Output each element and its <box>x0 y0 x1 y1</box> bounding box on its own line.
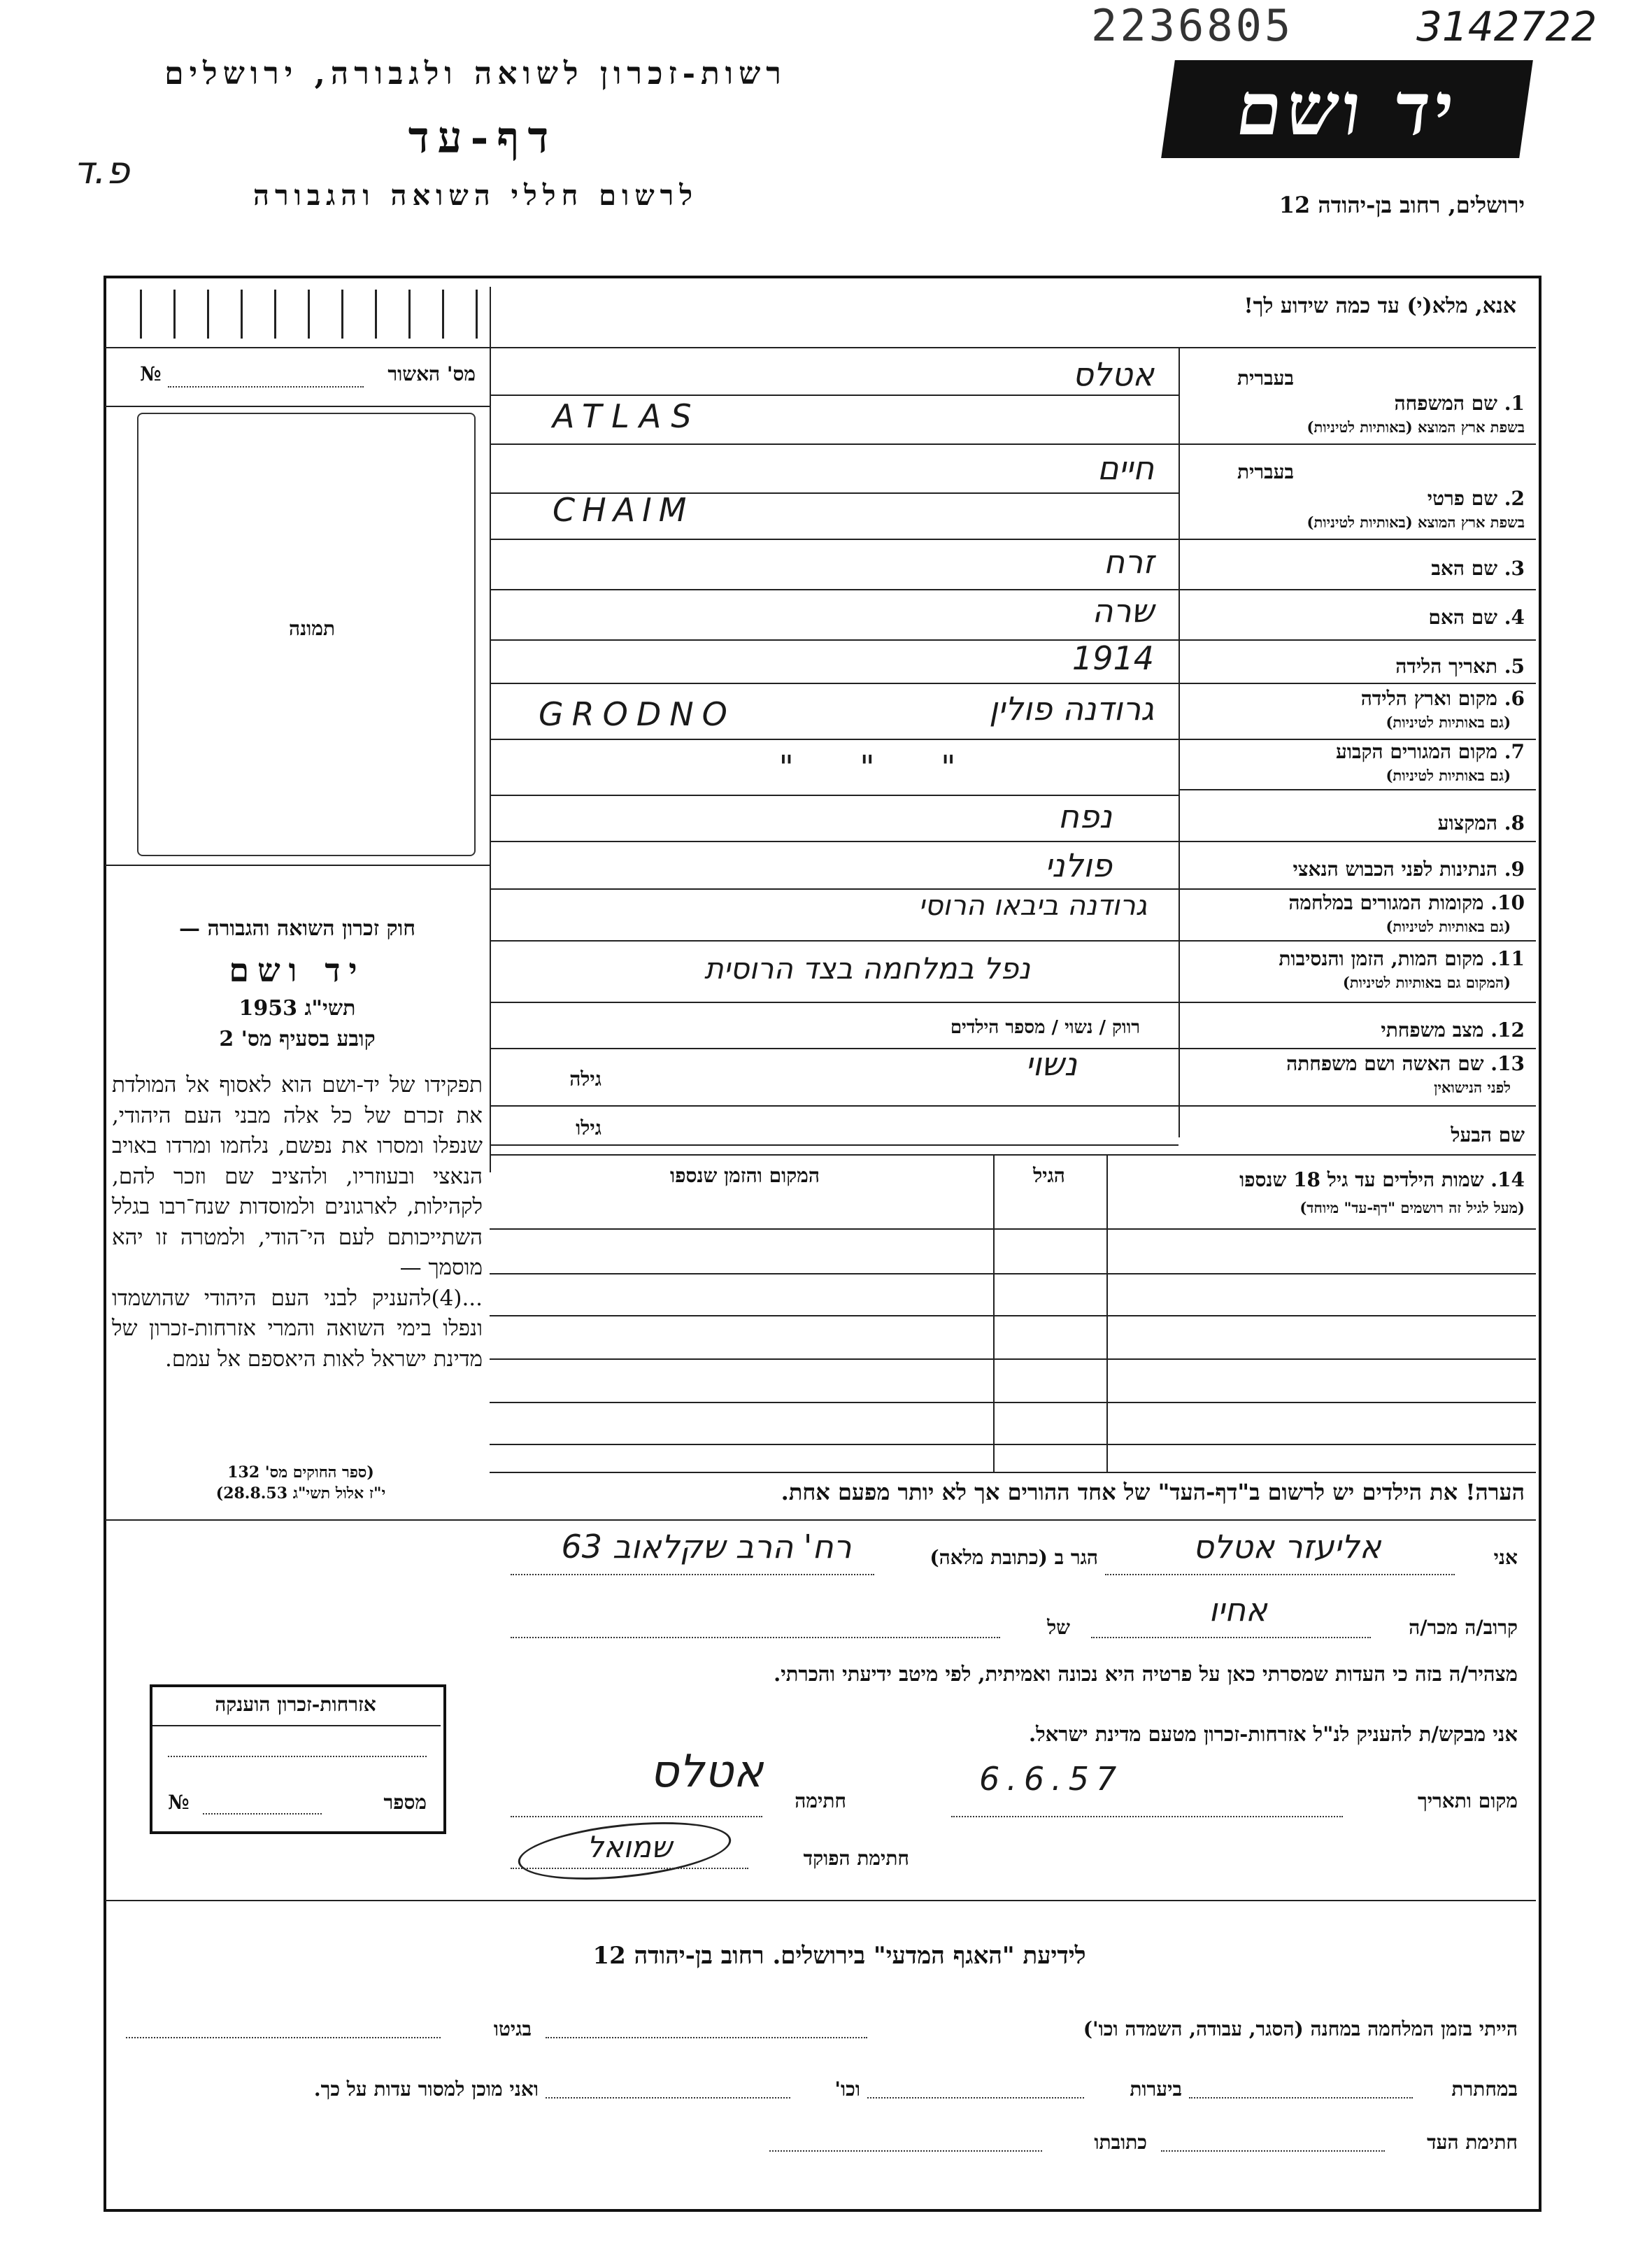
field-7-label: 7. מקום המגורים הקבוע <box>1336 740 1525 763</box>
photo-label: תמונה <box>288 617 336 640</box>
declarant-name: אליעזר אטלס <box>1192 1528 1381 1565</box>
children-place-header: המקום והזמן שנספו <box>670 1164 820 1187</box>
children-label: 14. שמות הילדים עד גיל 18 שנספו <box>1239 1168 1525 1191</box>
declaration-text: מצהיר/ה בזה כי העדות שמסרתי כאן על פרטיה היא נכונה ואמיתית, לפי מיטב ידיעתי והכרתי. <box>774 1662 1518 1686</box>
margin-mark: פ.ד <box>73 148 130 192</box>
note-text: הערה! את הילדים יש לרשום ב"דף-העד" של אחד ההורים אך לא יותר מפעם אחת. <box>781 1479 1525 1505</box>
field-11-label: 11. מקום המות, הזמן והנסיבות <box>1279 947 1525 970</box>
resides-label: הגר ב (כתובת מלאה) <box>930 1546 1098 1569</box>
law-year: תשי"ג 1953 <box>238 996 356 1021</box>
field-9-value: פולני <box>1044 846 1112 884</box>
field-7-sub: (גם באותיות לטיניות) <box>1386 767 1511 784</box>
form-subtitle: לרשום חללי השואה והגבורה <box>252 179 699 212</box>
photo-ticks <box>140 290 490 339</box>
footer-line2-a: במחתרת <box>1451 2078 1518 2101</box>
field-2-sub: בשפת ארץ המוצא (באותיות לטיניות) <box>1306 513 1525 531</box>
field-2-value-lat: CHAIM <box>553 491 694 529</box>
field-1-sub: בשפת ארץ המוצא (באותיות לטיניות) <box>1306 418 1525 436</box>
signature-value: אטלס <box>649 1746 764 1798</box>
relation-value: אחיו <box>1209 1591 1267 1628</box>
citizenship-no: № <box>168 1791 190 1814</box>
footer-line2-b: ביערות <box>1130 2078 1182 2101</box>
footer-line2-d: ואני מוכן למסור עדות על כך. <box>313 2078 539 2101</box>
address: ירושלים, רחוב בן-יהודה 12 <box>1279 192 1525 218</box>
request-text: אני מבקש/ת להעניק לנ"ל אזרחות-זכרון מטעם מדינת ישראל. <box>1028 1722 1518 1746</box>
place-date-label: מקום ותאריך <box>1417 1789 1518 1812</box>
field-11-value: נפל במלחמה בצד הרוסית <box>704 951 1031 986</box>
logo <box>1161 60 1533 158</box>
form-title: דף-עד <box>408 112 557 163</box>
field-8-label: 8. המקצוע <box>1437 811 1525 835</box>
signature-label: חתימה <box>795 1789 846 1812</box>
date-value: 6.6.57 <box>979 1760 1124 1798</box>
law-name: יד ושם <box>229 951 366 989</box>
husband-age-label: גילו <box>576 1116 601 1139</box>
field-6-sub: (גם באותיות לטיניות) <box>1386 713 1511 731</box>
field-2-label: 2. שם פרטי <box>1427 487 1525 510</box>
relative-label: קרוב/ה מכר/ה <box>1409 1616 1518 1639</box>
stamp-number: 2236805 <box>1091 0 1294 51</box>
officer-signature: שמואל <box>587 1830 672 1864</box>
field-6-label: 6. מקום וארץ הלידה <box>1360 687 1525 710</box>
field-11-sub: (המקום גם באותיות לטיניות) <box>1342 974 1511 991</box>
authority-line: רשות-זכרון לשואה ולגבורה, ירושלים <box>164 56 787 92</box>
field-13-age-label: גילה <box>569 1067 601 1091</box>
logo-text: יד ושם <box>1231 66 1464 152</box>
field-10-value: גרודנה ביבאו הרוסי <box>918 890 1147 922</box>
field-7-value: " " " <box>778 748 984 786</box>
field-1-value-he: אטלס <box>1072 355 1154 393</box>
field-5-label: 5. תאריך הלידה <box>1395 655 1525 678</box>
children-sub: (מעל לגיל זה רושמים "דף-עד" מיוחד) <box>1299 1199 1525 1216</box>
declarant-address: רח' הרב שקלאוב 63 <box>561 1528 852 1565</box>
footer-line1-b: בגיטו <box>493 2017 532 2040</box>
husband-label: שם הבעל <box>1451 1123 1525 1146</box>
field-10-sub: (גם באותיות לטיניות) <box>1386 918 1511 935</box>
field-8-value: נפח <box>1058 797 1112 835</box>
children-age-header: הגיל <box>1033 1164 1065 1187</box>
citizenship-number-label: מספר <box>383 1791 427 1814</box>
field-3-label: 3. שם האב <box>1431 557 1525 580</box>
field-3-value: זרח <box>1104 543 1154 581</box>
field-9-label: 9. הנתינות לפני הכבוש הנאצי <box>1293 858 1525 881</box>
field-12-label: 12. מצב משפחתי <box>1381 1018 1525 1042</box>
field-13-label: 13. שם האשה ושם משפחתה <box>1286 1052 1525 1075</box>
intro-text: אנא, מלא(י) עד כמה שידוע לך! <box>1244 294 1516 318</box>
field-4-value: שרה <box>1092 592 1154 630</box>
of-label: של <box>1047 1616 1070 1639</box>
field-5-value: 1914 <box>1071 639 1154 677</box>
field-1-label: 1. שם המשפחה <box>1394 392 1525 415</box>
field-13-value: נשוי <box>1025 1045 1077 1083</box>
footer-title: לידיעת "האגף המדעי" בירושלים. רחוב בן-יהודה 12 <box>592 1942 1086 1970</box>
law-clause: קובע בסעיף מס' 2 <box>219 1027 376 1051</box>
field-12-status-options: רווק / נשוי / מספר הילדים <box>950 1017 1140 1038</box>
field-1-value-lat: ATLAS <box>553 397 702 435</box>
i-label: אני <box>1493 1546 1518 1569</box>
field-2-value-he: חיים <box>1097 449 1154 487</box>
field-2-lang: בעברית <box>1237 460 1294 483</box>
field-1-lang: בעברית <box>1237 367 1294 390</box>
law-title: חוק זכרון השואה והגבורה — <box>179 916 415 941</box>
field-10-label: 10. מקומות המגורים במלחמה <box>1288 891 1525 914</box>
footer-line1-a: הייתי בזמן המלחמה במחנה (הסגר, עבודה, השמדה וכו') <box>1083 2017 1518 2040</box>
field-4-label: 4. שם האם <box>1428 606 1525 629</box>
handwritten-number: 3142722 <box>1416 3 1597 50</box>
footer-line2-c: וכו' <box>834 2078 860 2101</box>
citizenship-title: אזרחות-זכרון הוענקה <box>215 1693 376 1716</box>
officer-label: חתימת הפוקד <box>803 1847 909 1870</box>
law-ref: (ספר החוקים מס' 132 י"ז אלול תשי"ג 28.8.53) <box>215 1463 386 1503</box>
approval-no: № <box>140 362 162 385</box>
field-13-sub: לפני הנישואין <box>1434 1079 1511 1096</box>
footer-line3-a: חתימת העד <box>1427 2131 1518 2154</box>
field-6-value-lat: GRODNO <box>539 695 736 733</box>
field-6-value: גרודנה פולין <box>989 690 1154 727</box>
law-text: תפקידו של יד-ושם הוא לאסוף אל המולדת את זכרם של כל אלה מבני העם היהודי, שנפלו ומסרו את נפשם, נלחמו ומרדו באויב הנאצי ובעוזריו, ולהציב שם וזכר להם, לקהילות, לארגונים ולמוסדות שנח־רבו בגלל השתייכותם לעם הי־הודי, ולמטרה זו יהא מוסמך — ...(4)להעניק לבני העם היהודי שהושמדו ונפלו בימי השואה והמרי אזרחות-זכרון של מדינת ישראל לאות היאספם אל עמם. <box>112 1072 483 1372</box>
approval-label: מס' האשור <box>387 362 476 385</box>
footer-line3-b: כתובתו <box>1094 2131 1147 2154</box>
